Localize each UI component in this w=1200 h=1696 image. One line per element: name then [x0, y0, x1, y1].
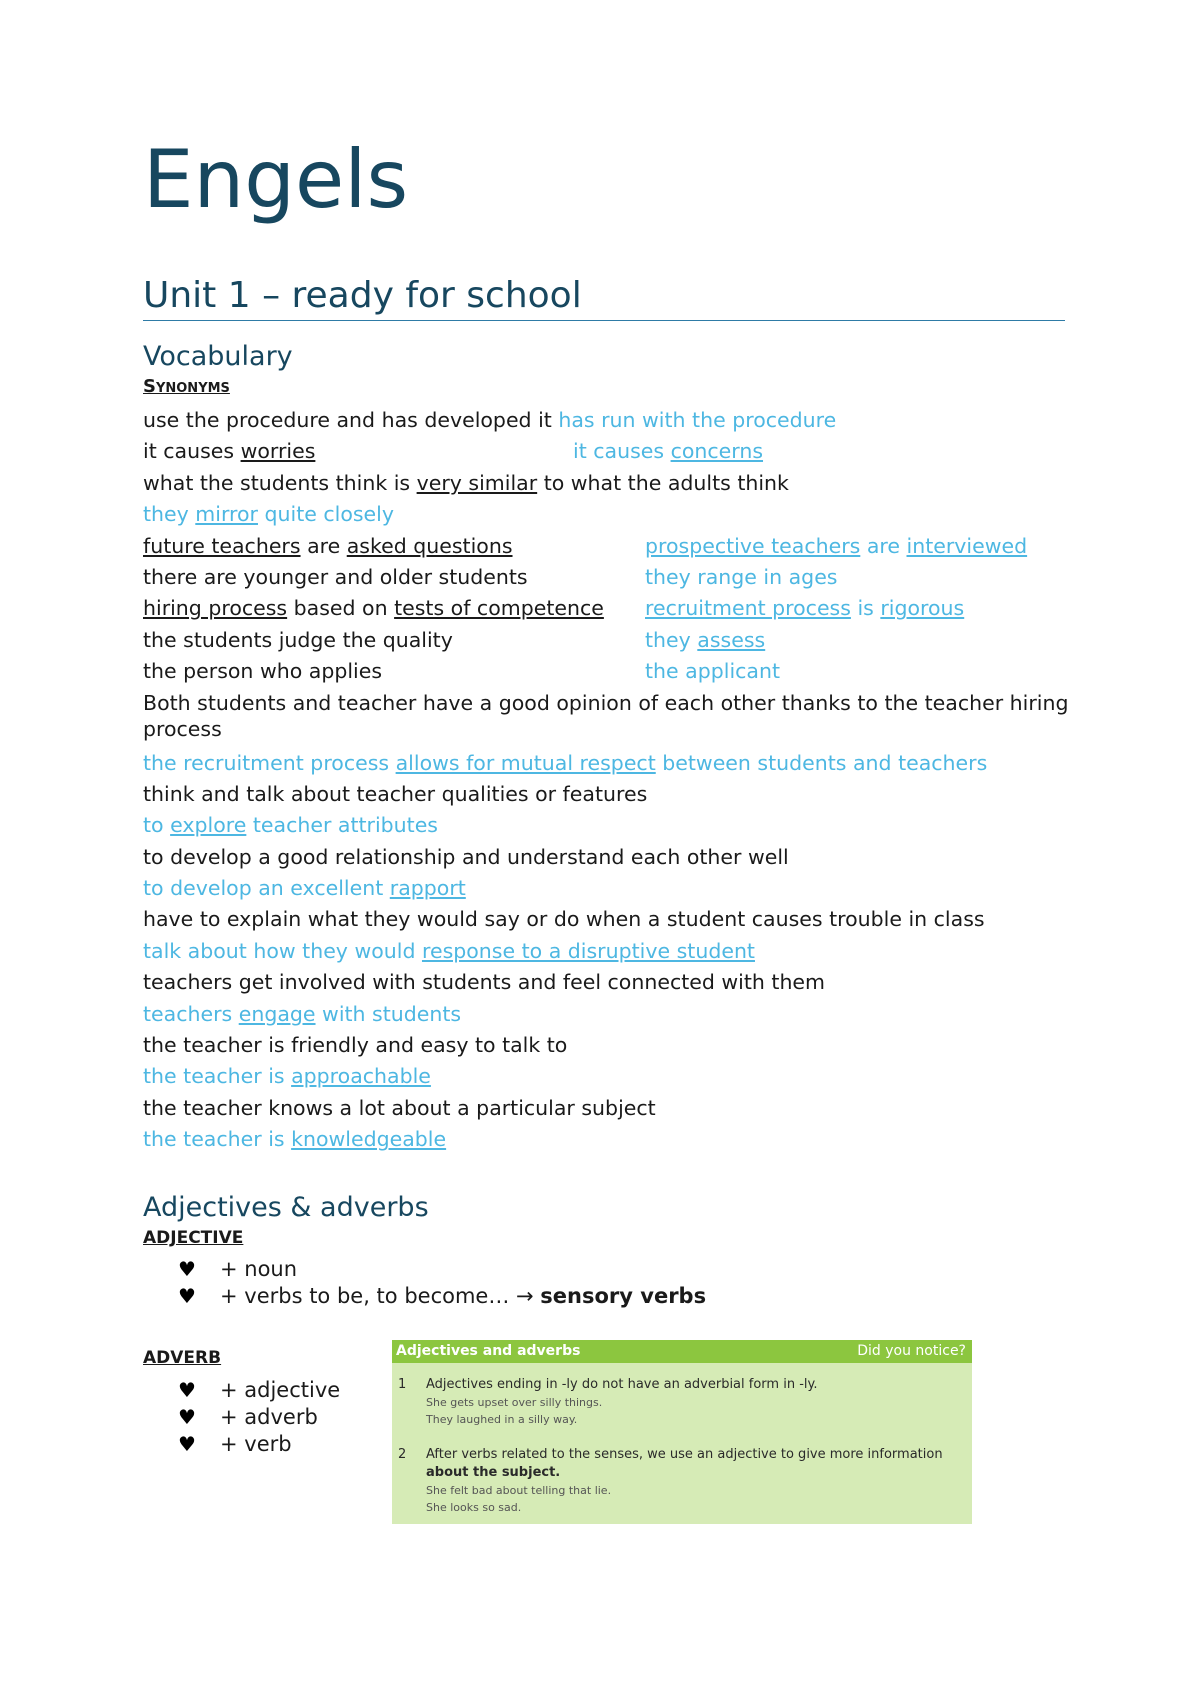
- heart-icon: ♥: [178, 1284, 196, 1308]
- adverb-label: ADVERB: [143, 1348, 222, 1368]
- heart-icon: ♥: [178, 1432, 196, 1456]
- box-header: [392, 1340, 972, 1363]
- list-item: ♥ + adverb: [178, 1405, 318, 1429]
- vocab-row: Both students and teacher have a good opinion of each other thanks to the teacher hiring process: [143, 690, 1069, 741]
- vocab-row: teachers get involved with students and feel connected with them: [143, 970, 826, 995]
- list-item: ♥ + verb: [178, 1432, 292, 1456]
- vocab-row: hiring process based on tests of competence recruitment process is rigorous: [143, 596, 965, 621]
- did-you-notice-box: [392, 1340, 972, 1524]
- arrow-right-icon: →: [516, 1284, 541, 1308]
- adverb-list: [178, 1377, 340, 1458]
- vocab-row: think and talk about teacher qualities or features: [143, 781, 648, 806]
- vocab-row: use the procedure and has developed it has run with the procedure: [143, 408, 837, 432]
- unit-heading: Unit 1 – ready for school: [143, 276, 1065, 321]
- heart-icon: ♥: [178, 1378, 196, 1402]
- vocabulary-heading: Vocabulary: [143, 341, 293, 372]
- vocab-row: future teachers are asked questions prospective teachers are interviewed: [143, 533, 1028, 558]
- box-item: 2 After verbs related to the senses, we use an adjective to give more information about the subject. She felt bad about telling that lie. She looks so sad.: [398, 1447, 943, 1514]
- adjectives-heading: Adjectives & adverbs: [143, 1192, 429, 1223]
- vocab-row: talk about how they would response to a disruptive student: [143, 938, 755, 963]
- synonyms-label: Synonyms: [143, 376, 230, 397]
- vocab-row: there are younger and older students they range in ages: [143, 564, 838, 589]
- vocab-row: it causes worries it causes concerns: [143, 439, 764, 464]
- adjective-label: ADJECTIVE: [143, 1228, 244, 1248]
- vocab-row: the recruitment process allows for mutual respect between students and teachers: [143, 750, 988, 775]
- vocab-row: the teacher is friendly and easy to talk to: [143, 1033, 568, 1058]
- vocab-row: to develop a good relationship and understand each other well: [143, 844, 789, 869]
- vocab-row: to develop an excellent rapport: [143, 876, 466, 901]
- heart-icon: ♥: [178, 1257, 196, 1281]
- vocab-row: the teacher is knowledgeable: [143, 1127, 447, 1152]
- vocab-row: teachers engage with students: [143, 1001, 462, 1026]
- document-title: Engels: [143, 133, 409, 226]
- adjective-list: [178, 1256, 706, 1310]
- vocab-row: they mirror quite closely: [143, 502, 394, 527]
- vocab-row: have to explain what they would say or do when a student causes trouble in class: [143, 907, 985, 932]
- list-item: ♥ + adjective: [178, 1378, 341, 1402]
- vocab-row: to explore teacher attributes: [143, 813, 438, 838]
- vocab-row: the person who applies the applicant: [143, 659, 781, 684]
- heart-icon: ♥: [178, 1405, 196, 1429]
- list-item: ♥ + noun: [178, 1257, 298, 1281]
- list-item: ♥ + verbs to be, to become… → sensory verbs: [178, 1284, 707, 1308]
- vocab-row: the students judge the quality they assess: [143, 627, 766, 652]
- vocabulary-list: [143, 405, 1073, 1156]
- vocab-row: what the students think is very similar to what the adults think: [143, 470, 789, 495]
- vocab-row: the teacher is approachable: [143, 1064, 431, 1089]
- box-item: 1 Adjectives ending in -ly do not have an adverbial form in -ly. She gets upset over silly things. They laughed in a silly way.: [398, 1377, 818, 1426]
- vocab-row: the teacher knows a lot about a particular subject: [143, 1095, 656, 1120]
- box-right-label: Did you notice?: [857, 1343, 966, 1359]
- box-title: Adjectives and adverbs: [396, 1343, 581, 1359]
